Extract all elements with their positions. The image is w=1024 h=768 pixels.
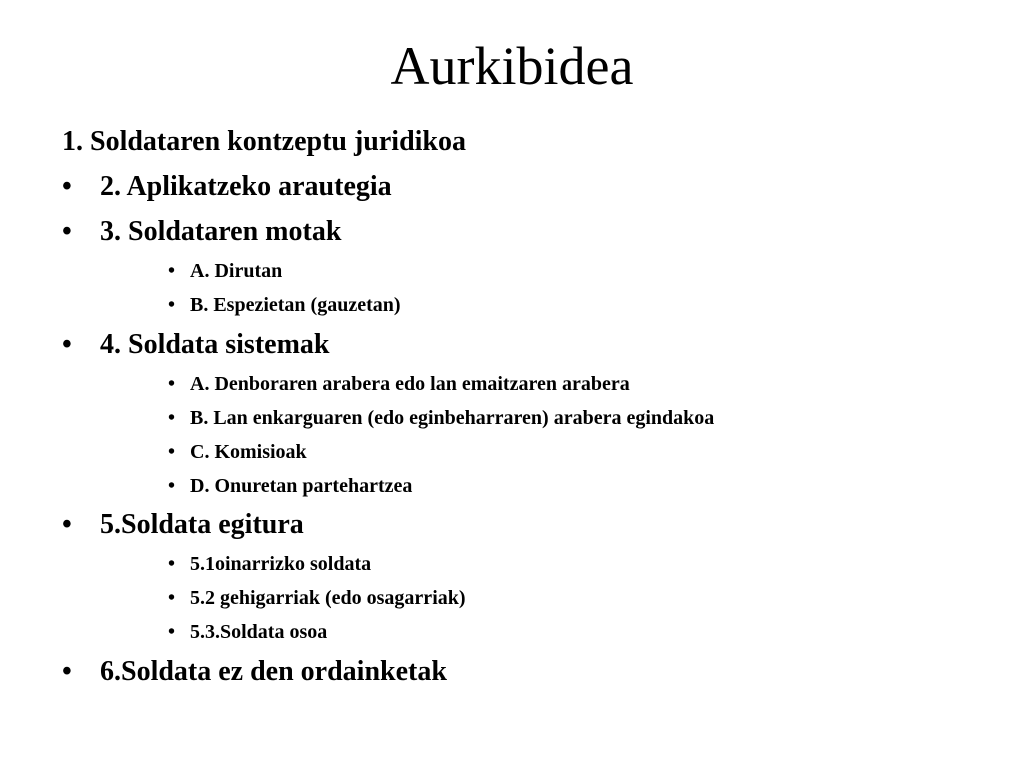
sub-list-item (168, 585, 466, 611)
bullet-icon: • (168, 475, 176, 497)
slide-title: Aurkibidea (390, 36, 634, 96)
bullet-icon: • (168, 294, 176, 316)
list-item-label: A. Dirutan (190, 260, 283, 282)
list-item-label: B. Espezietan (gauzetan) (190, 294, 401, 316)
bullet-icon: • (168, 621, 176, 643)
sub-list-item (168, 371, 630, 397)
sub-list-item (168, 473, 413, 499)
bullet-icon: • (168, 553, 176, 575)
bullet-icon: • (168, 587, 176, 609)
bullet-icon: • (168, 441, 176, 463)
list-item-label: 5.Soldata egitura (100, 509, 304, 540)
list-item-label: 2. Aplikatzeko arautegia (100, 171, 392, 202)
list-item (62, 170, 392, 204)
bullet-icon: • (62, 656, 72, 687)
bullet-icon: • (168, 407, 176, 429)
list-item (62, 508, 304, 542)
list-item (62, 328, 330, 362)
list-item-label: 5.1oinarrizko soldata (190, 553, 372, 575)
sub-list-item (168, 619, 328, 645)
bullet-icon: • (62, 171, 72, 202)
list-item-label: C. Komisioak (190, 441, 307, 463)
bullet-icon: • (168, 260, 176, 282)
list-item-label: 5.3.Soldata osoa (190, 621, 328, 643)
bullet-icon: • (62, 509, 72, 540)
list-item-label: D. Onuretan partehartzea (190, 475, 413, 497)
list-item (62, 655, 447, 689)
list-item-label: A. Denboraren arabera edo lan emaitzaren arabera (190, 373, 630, 395)
list-item (62, 215, 342, 249)
list-item (62, 125, 466, 159)
sub-list-item (168, 551, 372, 577)
list-item-label: 3. Soldataren motak (100, 216, 342, 247)
list-item-label: B. Lan enkarguaren (edo eginbeharraren) arabera egindakoa (190, 407, 715, 429)
sub-list-item (168, 405, 715, 431)
list-item-label: 4. Soldata sistemak (100, 329, 330, 360)
list-item-label: 5.2 gehigarriak (edo osagarriak) (190, 587, 466, 609)
sub-list-item (168, 439, 307, 465)
bullet-icon: • (62, 329, 72, 360)
list-item-label: 6.Soldata ez den ordainketak (100, 656, 447, 687)
sub-list-item (168, 292, 401, 318)
bullet-icon: • (168, 373, 176, 395)
sub-list-item (168, 258, 283, 284)
bullet-icon: • (62, 216, 72, 247)
list-item-label: 1. Soldataren kontzeptu juridikoa (62, 126, 466, 157)
